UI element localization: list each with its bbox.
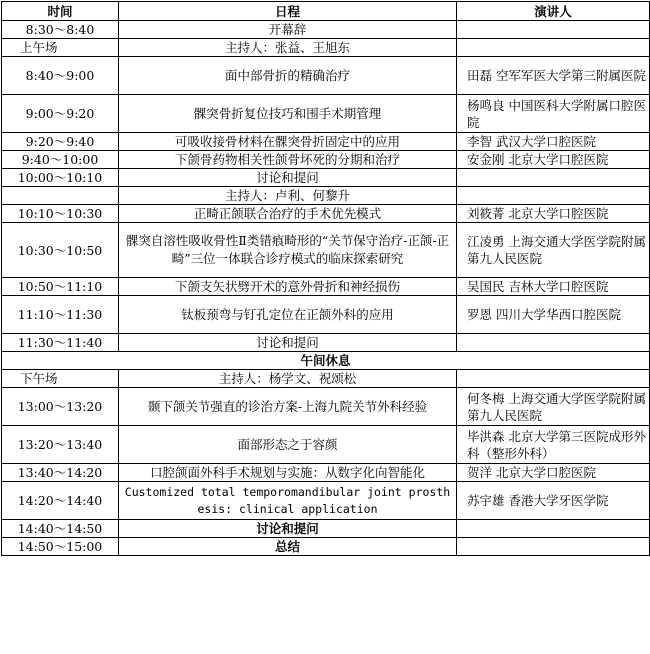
speaker-cell: 田磊 空军军医大学第三附属医院 — [457, 57, 650, 95]
speaker-cell: 刘筱菁 北京大学口腔医院 — [457, 205, 650, 223]
time-cell: 10:50～11:10 — [2, 278, 119, 296]
table-row — [2, 296, 650, 334]
speaker-cell — [457, 39, 650, 57]
topic-cell: 开幕辞 — [119, 21, 457, 39]
time-cell: 13:20～13:40 — [2, 426, 119, 464]
table-row — [2, 39, 650, 57]
speaker-cell — [457, 169, 650, 187]
table-row — [2, 370, 650, 388]
lunch-break-cell: 午间休息 — [2, 352, 650, 370]
table-row — [2, 278, 650, 296]
speaker-cell — [457, 334, 650, 352]
table-row — [2, 223, 650, 278]
header-agenda: 日程 — [119, 2, 457, 21]
table-row — [2, 169, 650, 187]
host-cell: 主持人：卢利、何黎升 — [119, 187, 457, 205]
speaker-cell — [457, 520, 650, 538]
time-cell: 9:20～9:40 — [2, 133, 119, 151]
topic-cell: 面部形态之于容颜 — [119, 426, 457, 464]
topic-cell: 髁突骨折复位技巧和围手术期管理 — [119, 95, 457, 133]
table-row — [2, 426, 650, 464]
session-cell: 下午场 — [2, 370, 119, 388]
speaker-cell — [457, 370, 650, 388]
speaker-cell — [457, 21, 650, 39]
topic-cell: 髁突自溶性吸收骨性Ⅱ类错㾗畸形的“关节保守治疗-正颌-正畸”三位一体联合诊疗模式的临床探索研究 — [119, 223, 457, 278]
time-cell: 14:50～15:00 — [2, 538, 119, 556]
speaker-cell: 罗恩 四川大学华西口腔医院 — [457, 296, 650, 334]
agenda-table — [1, 1, 650, 556]
topic-cell: 钛板预弯与钉孔定位在正颌外科的应用 — [119, 296, 457, 334]
table-row — [2, 538, 650, 556]
time-cell: 11:10～11:30 — [2, 296, 119, 334]
topic-cell: 正畸正颌联合治疗的手术优先模式 — [119, 205, 457, 223]
time-cell: 14:40～14:50 — [2, 520, 119, 538]
host-cell: 主持人：张益、王旭东 — [119, 39, 457, 57]
topic-cell: Customized total temporomandibular joint prosthesis: clinical application — [119, 482, 457, 520]
topic-cell: 讨论和提问 — [119, 520, 457, 538]
table-row — [2, 187, 650, 205]
time-cell: 8:40～9:00 — [2, 57, 119, 95]
speaker-cell: 贺洋 北京大学口腔医院 — [457, 464, 650, 482]
table-row — [2, 133, 650, 151]
time-cell: 13:40～14:20 — [2, 464, 119, 482]
table-row — [2, 21, 650, 39]
speaker-cell: 杨鸣良 中国医科大学附属口腔医院 — [457, 95, 650, 133]
time-cell: 8:30～8:40 — [2, 21, 119, 39]
speaker-cell: 何冬梅 上海交通大学医学院附属第九人民医院 — [457, 388, 650, 426]
table-row — [2, 57, 650, 95]
time-cell — [2, 187, 119, 205]
table-row — [2, 95, 650, 133]
time-cell: 9:40～10:00 — [2, 151, 119, 169]
speaker-cell: 安金刚 北京大学口腔医院 — [457, 151, 650, 169]
topic-cell: 下颌骨药物相关性颌骨坏死的分期和治疗 — [119, 151, 457, 169]
topic-cell: 讨论和提问 — [119, 334, 457, 352]
topic-cell: 总结 — [119, 538, 457, 556]
speaker-cell: 吴国民 吉林大学口腔医院 — [457, 278, 650, 296]
table-row — [2, 334, 650, 352]
host-cell: 主持人：杨学文、祝颂松 — [119, 370, 457, 388]
speaker-cell — [457, 187, 650, 205]
table-row — [2, 520, 650, 538]
topic-cell: 下颌支矢状劈开术的意外骨折和神经损伤 — [119, 278, 457, 296]
time-cell: 14:20～14:40 — [2, 482, 119, 520]
time-cell: 10:10～10:30 — [2, 205, 119, 223]
topic-cell: 口腔颌面外科手术规划与实施：从数字化向智能化 — [119, 464, 457, 482]
time-cell: 13:00～13:20 — [2, 388, 119, 426]
header-time: 时间 — [2, 2, 119, 21]
time-cell: 10:00～10:10 — [2, 169, 119, 187]
table-row — [2, 151, 650, 169]
speaker-cell — [457, 538, 650, 556]
topic-cell: 讨论和提问 — [119, 169, 457, 187]
table-row — [2, 205, 650, 223]
time-cell: 9:00～9:20 — [2, 95, 119, 133]
time-cell: 10:30～10:50 — [2, 223, 119, 278]
table-row — [2, 352, 650, 370]
table-row — [2, 464, 650, 482]
speaker-cell: 江凌勇 上海交通大学医学院附属第九人民医院 — [457, 223, 650, 278]
header-speaker: 演讲人 — [457, 2, 650, 21]
topic-cell: 颞下颌关节强直的诊治方案-上海九院关节外科经验 — [119, 388, 457, 426]
speaker-cell: 李智 武汉大学口腔医院 — [457, 133, 650, 151]
speaker-cell: 毕洪森 北京大学第三医院成形外科（整形外科） — [457, 426, 650, 464]
topic-cell: 面中部骨折的精确治疗 — [119, 57, 457, 95]
table-row — [2, 482, 650, 520]
header-row — [2, 2, 650, 21]
session-cell: 上午场 — [2, 39, 119, 57]
speaker-cell: 苏宇雄 香港大学牙医学院 — [457, 482, 650, 520]
topic-cell: 可吸收接骨材料在髁突骨折固定中的应用 — [119, 133, 457, 151]
table-row — [2, 388, 650, 426]
time-cell: 11:30～11:40 — [2, 334, 119, 352]
